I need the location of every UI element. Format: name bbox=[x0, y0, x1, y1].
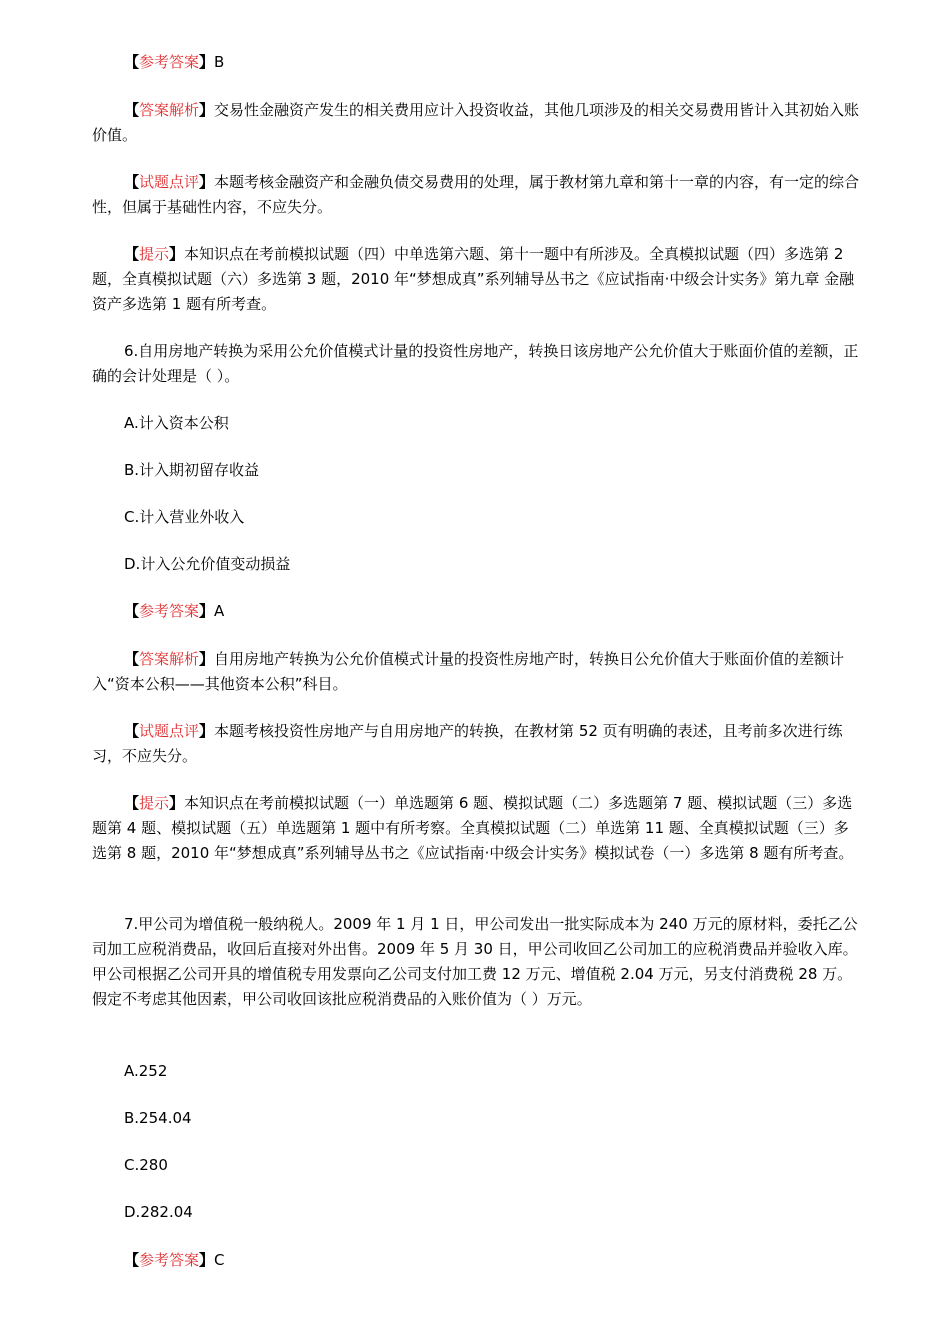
answer-text: B bbox=[214, 53, 225, 71]
option-text: D.282.04 bbox=[124, 1203, 193, 1221]
answer-block bbox=[92, 1248, 862, 1273]
section-tag: 【答案解析】 bbox=[124, 101, 215, 119]
hint-text: 本知识点在考前模拟试题（一）单选题第 6 题、模拟试题（二）多选题第 7 题、模拟试题（三）多选题第 4 题、模拟试题（五）单选题第 1 题中有所考察。全真模拟试题（二）单选第 11 题、全真模拟试题（三）多选第 8 题，2010 年“梦想成真”系列辅导丛书之《应试指南·中级会计实务》模拟试卷（一）多选第 8 题有所考查。 bbox=[92, 794, 854, 862]
section-tag: 【提示】 bbox=[124, 794, 185, 812]
comment-block bbox=[92, 719, 862, 769]
section-tag: 【试题点评】 bbox=[124, 722, 215, 740]
hint-block bbox=[92, 791, 862, 866]
tag-label: 参考答案 bbox=[139, 1251, 200, 1269]
section-tag: 【提示】 bbox=[124, 245, 185, 263]
tag-label: 提示 bbox=[139, 794, 170, 812]
section-tag: 【参考答案】 bbox=[124, 1251, 215, 1269]
option-b bbox=[92, 458, 862, 483]
analysis-block bbox=[92, 647, 862, 697]
analysis-text: 交易性金融资产发生的相关费用应计入投资收益，其他几项涉及的相关交易费用皆计入其初始入账价值。 bbox=[92, 101, 860, 144]
hint-block bbox=[92, 242, 862, 317]
tag-label: 参考答案 bbox=[139, 602, 200, 620]
question-text: 7.甲公司为增值税一般纳税人。2009 年 1 月 1 日，甲公司发出一批实际成本为 240 万元的原材料，委托乙公司加工应税消费品，收回后直接对外出售。2009 年 5 月 30 日，甲公司收回乙公司加工的应税消费品并验收入库。甲公司根据乙公司开具的增值税专用发票向乙公司支付加工费 12 万元、增值税 2.04 万元，另支付消费税 28 万。假定不考虑其他因素，甲公司收回该批应税消费品的入账价值为（ ）万元。 bbox=[92, 915, 858, 1008]
analysis-block bbox=[92, 98, 862, 148]
comment-text: 本题考核金融资产和金融负债交易费用的处理，属于教材第九章和第十一章的内容，有一定的综合性，但属于基础性内容，不应失分。 bbox=[92, 173, 860, 216]
section-tag: 【答案解析】 bbox=[124, 650, 215, 668]
tag-label: 答案解析 bbox=[139, 101, 200, 119]
analysis-text: 自用房地产转换为公允价值模式计量的投资性房地产时，转换日公允价值大于账面价值的差额计入“资本公积——其他资本公积”科目。 bbox=[92, 650, 845, 693]
answer-block bbox=[92, 599, 862, 624]
section-tag: 【参考答案】 bbox=[124, 53, 215, 71]
answer-text: C bbox=[214, 1251, 225, 1269]
section-tag: 【参考答案】 bbox=[124, 602, 215, 620]
tag-label: 答案解析 bbox=[139, 650, 200, 668]
comment-block bbox=[92, 170, 862, 220]
tag-label: 试题点评 bbox=[139, 722, 200, 740]
option-text: A.252 bbox=[124, 1062, 168, 1080]
question-text: 6.自用房地产转换为采用公允价值模式计量的投资性房地产，转换日该房地产公允价值大于账面价值的差额，正确的会计处理是（ ）。 bbox=[92, 342, 859, 385]
option-a bbox=[92, 411, 862, 436]
option-c bbox=[92, 505, 862, 530]
section-tag: 【试题点评】 bbox=[124, 173, 215, 191]
option-text: B.计入期初留存收益 bbox=[124, 461, 260, 479]
answer-text: A bbox=[214, 602, 225, 620]
option-text: C.280 bbox=[124, 1156, 168, 1174]
option-b bbox=[92, 1106, 862, 1131]
option-text: A.计入资本公积 bbox=[124, 414, 229, 432]
option-text: C.计入营业外收入 bbox=[124, 508, 245, 526]
option-text: D.计入公允价值变动损益 bbox=[124, 555, 291, 573]
tag-label: 试题点评 bbox=[139, 173, 200, 191]
option-a bbox=[92, 1059, 862, 1084]
option-text: B.254.04 bbox=[124, 1109, 192, 1127]
answer-block bbox=[92, 50, 862, 75]
comment-text: 本题考核投资性房地产与自用房地产的转换，在教材第 52 页有明确的表述，且考前多次进行练习，不应失分。 bbox=[92, 722, 843, 765]
option-d bbox=[92, 552, 862, 577]
tag-label: 参考答案 bbox=[139, 53, 200, 71]
option-d bbox=[92, 1200, 862, 1225]
hint-text: 本知识点在考前模拟试题（四）中单选第六题、第十一题中有所涉及。全真模拟试题（四）多选第 2 题，全真模拟试题（六）多选第 3 题，2010 年“梦想成真”系列辅导丛书之《应试指南·中级会计实务》第九章 金融资产多选第 1 题有所考查。 bbox=[92, 245, 855, 313]
question-7 bbox=[92, 912, 862, 1012]
question-6 bbox=[92, 339, 862, 389]
tag-label: 提示 bbox=[139, 245, 170, 263]
option-c bbox=[92, 1153, 862, 1178]
